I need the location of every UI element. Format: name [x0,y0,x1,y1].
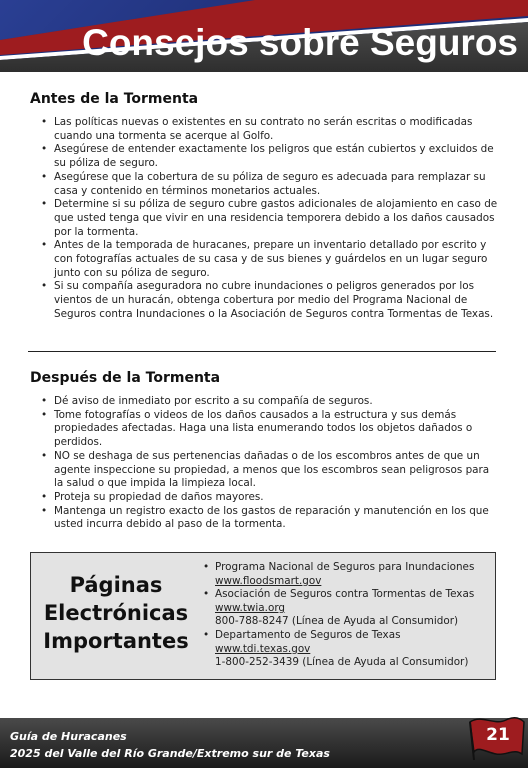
resources-box [30,552,496,680]
resources-title-line: Electrónicas [43,601,189,625]
tdi-phone: 1-800-252-3439 (Línea de Ayuda al Consumidor) [215,656,469,669]
after-storm-heading: Después de la Tormenta [30,370,221,386]
resources-list [203,561,493,670]
list-item: • Proteja su propiedad de daños mayores. [39,491,499,505]
section-divider [28,351,496,352]
list-item: • Mantenga un registro exacto de los gastos de reparación y manutención en los que usted incurra debido al paso de la tormenta. [39,505,499,532]
list-item: • Si su compañía aseguradora no cubre inundaciones o peligros generados por los vientos de un huracán, obtenga cobertura por medio del Programa Nacional de Seguros contra Inundaciones o la Asociación de Seguros contra Tormentas de Texas. [39,280,499,321]
after-storm-list [39,395,499,532]
floodsmart-link[interactable]: www.floodsmart.gov [215,574,322,587]
list-item: • Antes de la temporada de huracanes, prepare un inventario detallado por escrito y con fotografías actuales de su casa y de sus bienes y guárdelos en un lugar seguro junto con su póliza de seguro. [39,239,499,280]
list-item: • Dé aviso de inmediato por escrito a su compañía de seguros. [39,395,499,409]
list-item: • Tome fotografías o videos de los daños causados a la estructura y sus demás propiedades afectadas. Haga una lista enumerando todos los objetos dañados o perdidos. [39,409,499,450]
resource-name: Programa Nacional de Seguros para Inundaciones [215,561,475,573]
resources-title [41,571,191,655]
footer-guide-title: Guía de Huracanes [10,730,127,743]
twia-phone: 800-788-8247 (Línea de Ayuda al Consumidor) [215,615,459,628]
twia-link[interactable]: www.twia.org [215,601,286,614]
list-item: • Determine si su póliza de seguro cubre gastos adicionales de alojamiento en caso de que usted tenga que vivir en una residencia temporera debido a los daños causados por la tormenta. [39,198,499,239]
footer-guide-subtitle: 2025 del Valle del Río Grande/Extremo sur de Texas [10,747,330,760]
before-storm-heading: Antes de la Tormenta [30,91,199,107]
list-item: • Asegúrese de entender exactamente los peligros que están cubiertos y excluidos de su póliza de seguro. [39,143,499,170]
page-number: 21 [486,725,510,745]
list-item: • Las políticas nuevas o existentes en su contrato no serán escritas o modificadas cuando una tormenta se acerque al Golfo. [39,116,499,143]
page-header [0,0,528,72]
resources-title-line: Páginas [69,573,163,597]
resource-item-twia [203,588,493,629]
page-title: Consejos sobre Seguros [82,22,518,63]
resource-item-tdi [203,629,493,670]
resource-name: Asociación de Seguros contra Tormentas de Texas [215,588,475,601]
resource-name: Departamento de Seguros de Texas [215,628,401,641]
page-footer [0,718,528,768]
before-storm-list [39,116,499,322]
list-item: • Asegúrese que la cobertura de su póliza de seguro es adecuada para remplazar su casa y contenido en términos monetarios actuales. [39,171,499,198]
list-item: • NO se deshaga de sus pertenencias dañadas o de los escombros antes de que un agente inspeccione su propiedad, a menos que los escombros sean peligrosos para la salud o que impida la limpieza local. [39,450,499,491]
resource-item-flood [203,561,493,588]
resources-title-line: Importantes [43,629,189,653]
tdi-link[interactable]: www.tdi.texas.gov [215,642,311,655]
